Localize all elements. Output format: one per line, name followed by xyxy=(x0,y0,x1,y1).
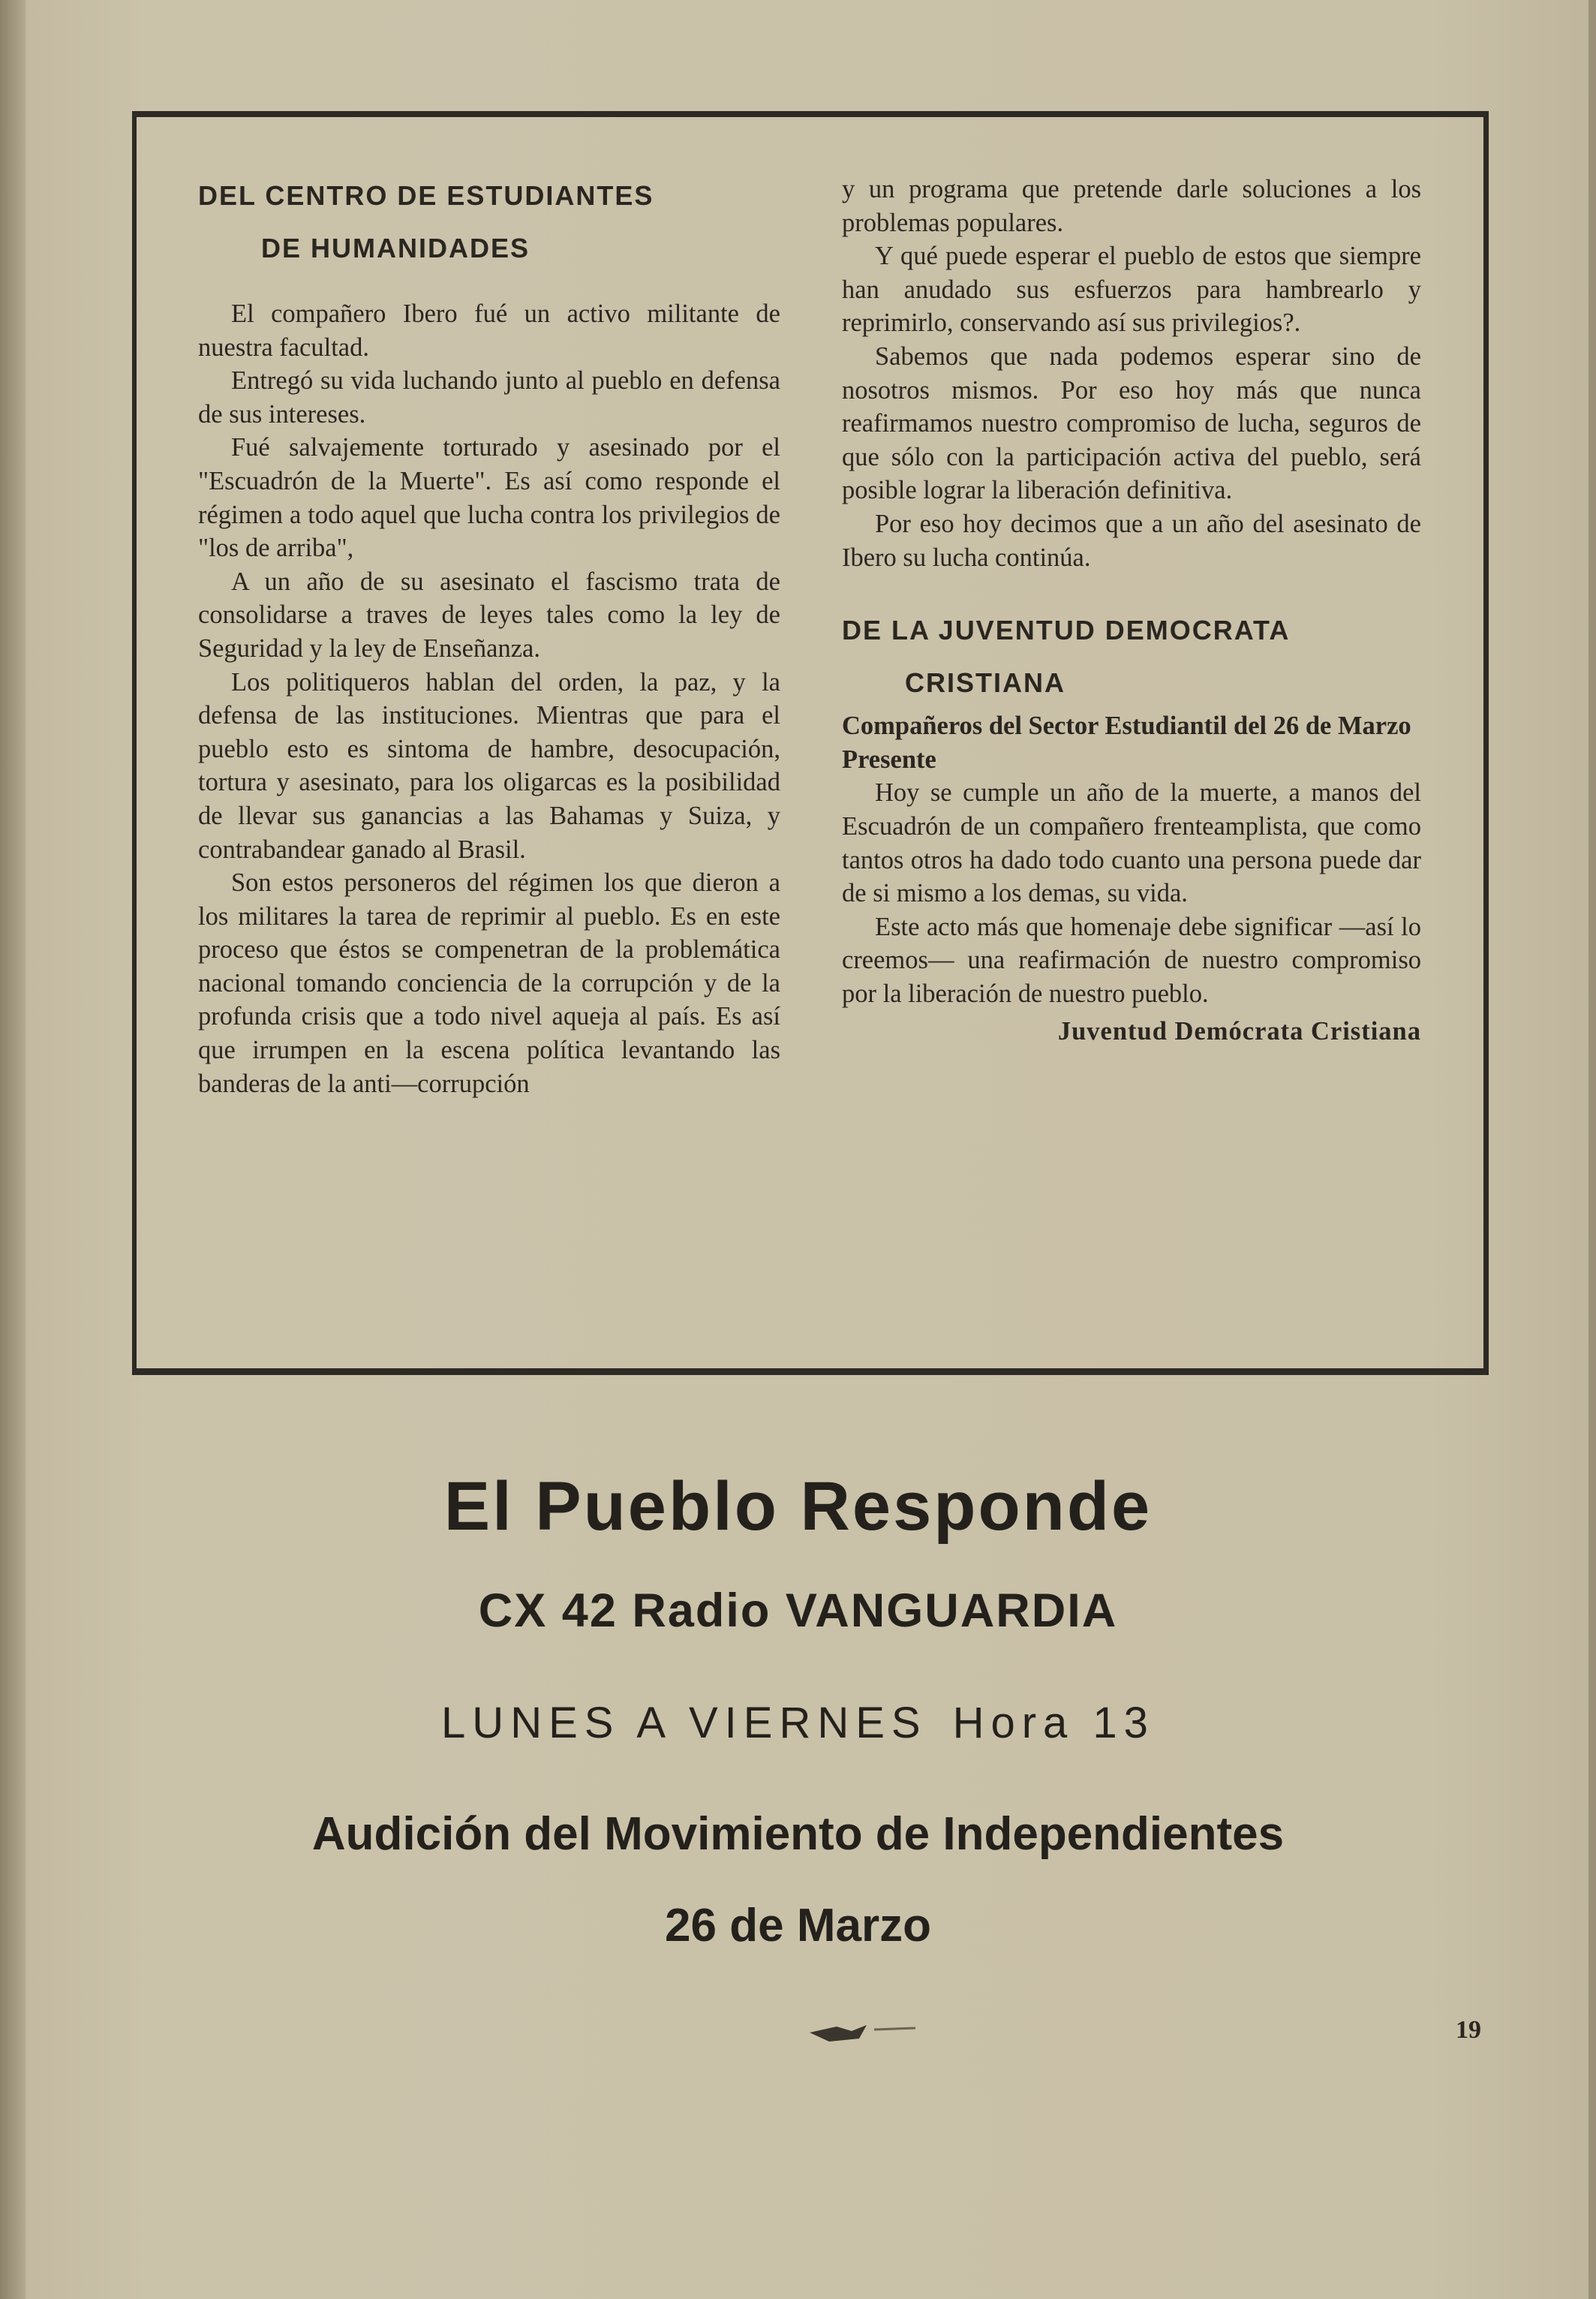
advert-days: LUNES A VIERNES xyxy=(441,1699,927,1747)
article1-paragraph: El compañero Ibero fué un activo militante de nuestra facultad. xyxy=(198,299,780,362)
advert-hour: Hora 13 xyxy=(952,1699,1155,1747)
article2-heading xyxy=(842,604,1421,709)
article2-heading-line2: CRISTIANA xyxy=(905,667,1066,699)
article1-heading-line1: DEL CENTRO DE ESTUDIANTES xyxy=(198,180,654,211)
advert-title: El Pueblo Responde xyxy=(443,1468,1153,1545)
article1-paragraph: Entregó su vida luchando junto al pueblo en defensa de sus intereses. xyxy=(198,366,780,429)
page-binding-edge xyxy=(0,0,26,2299)
advert-program: Audición del Movimiento de Independientes xyxy=(311,1808,1285,1860)
article2-salutation-presente: Presente xyxy=(842,745,936,774)
advert-movement: 26 de Marzo xyxy=(665,1900,931,1951)
page-number: 19 xyxy=(1456,2016,1481,2044)
article1-heading xyxy=(198,170,780,275)
article2-heading-line1: DE LA JUVENTUD DEMOCRATA xyxy=(842,615,1291,646)
article1-paragraph: Fué salvajemente torturado y asesinado por el "Escuadrón de la Muerte". Es así como responde el régimen a todo aquel que lucha contra los privilegios de "los de arriba", xyxy=(198,433,780,563)
article1-paragraph: A un año de su asesinato el fascismo trata de consolidarse a traves de leyes tales como la ley de Seguridad y la ley de Enseñanza. xyxy=(198,567,780,663)
advert-schedule xyxy=(0,1698,1596,1748)
article2-salutation: Compañeros del Sector Estudiantil del 26 de Marzo xyxy=(842,712,1411,741)
right-column xyxy=(842,173,1421,1049)
decorative-mark-icon xyxy=(807,2018,919,2048)
article1-paragraph: Son estos personeros del régimen los que dieron a los militares la tarea de reprimir al pueblo. Es en este proceso que éstos se compenetran de la problemática nacional tomando conciencia de la corrupción y de la profunda crisis que a todo nivel aqueja al país. Es así que irrumpen en la escena política levantando las banderas de la anti—corrupción xyxy=(198,868,780,1098)
advert-station: CX 42 Radio VANGUARDIA xyxy=(478,1584,1118,1637)
page-right-edge xyxy=(1588,0,1596,2299)
article2-paragraph: Hoy se cumple un año de la muerte, a manos del Escuadrón de un compañero frenteamplista, que como tantos otros ha dado todo cuanto una persona puede dar de si mismo a los demas, su vida. xyxy=(842,778,1421,908)
article1-paragraph: Los politiqueros hablan del orden, la paz, y la defensa de las instituciones. Mientras que para el pueblo esto es sintoma de hambre, desocupación, tortura y asesinato, para los oligarcas es la posibilidad de llevar sus ganancias a las Bahamas y Suiza, y contrabandear ganado al Brasil. xyxy=(198,667,780,864)
article1-paragraph-continued: y un programa que pretende darle soluciones a los problemas populares. xyxy=(842,175,1421,237)
left-column xyxy=(198,170,780,1100)
article1-paragraph: Por eso hoy decimos que a un año del asesinato de Ibero su lucha continúa. xyxy=(842,509,1421,572)
article2-paragraph: Este acto más que homenaje debe significar —así lo creemos— una reafirmación de nuestro compromiso por la liberación de nuestro pueblo. xyxy=(842,912,1421,1008)
article1-paragraph: Sabemos que nada podemos esperar sino de nosotros mismos. Por eso hoy más que nunca reafirmamos nuestro compromiso de lucha, seguros de que sólo con la participación activa del pueblo, será posible lograr la liberación definitiva. xyxy=(842,342,1421,505)
article1-paragraph: Y qué puede esperar el pueblo de estos que siempre han anudado sus esfuerzos para hambrearlo y reprimirlo, conservando así sus privilegios?. xyxy=(842,242,1421,338)
article2-signature: Juventud Demócrata Cristiana xyxy=(1057,1017,1421,1046)
article1-heading-line2: DE HUMANIDADES xyxy=(261,233,530,263)
